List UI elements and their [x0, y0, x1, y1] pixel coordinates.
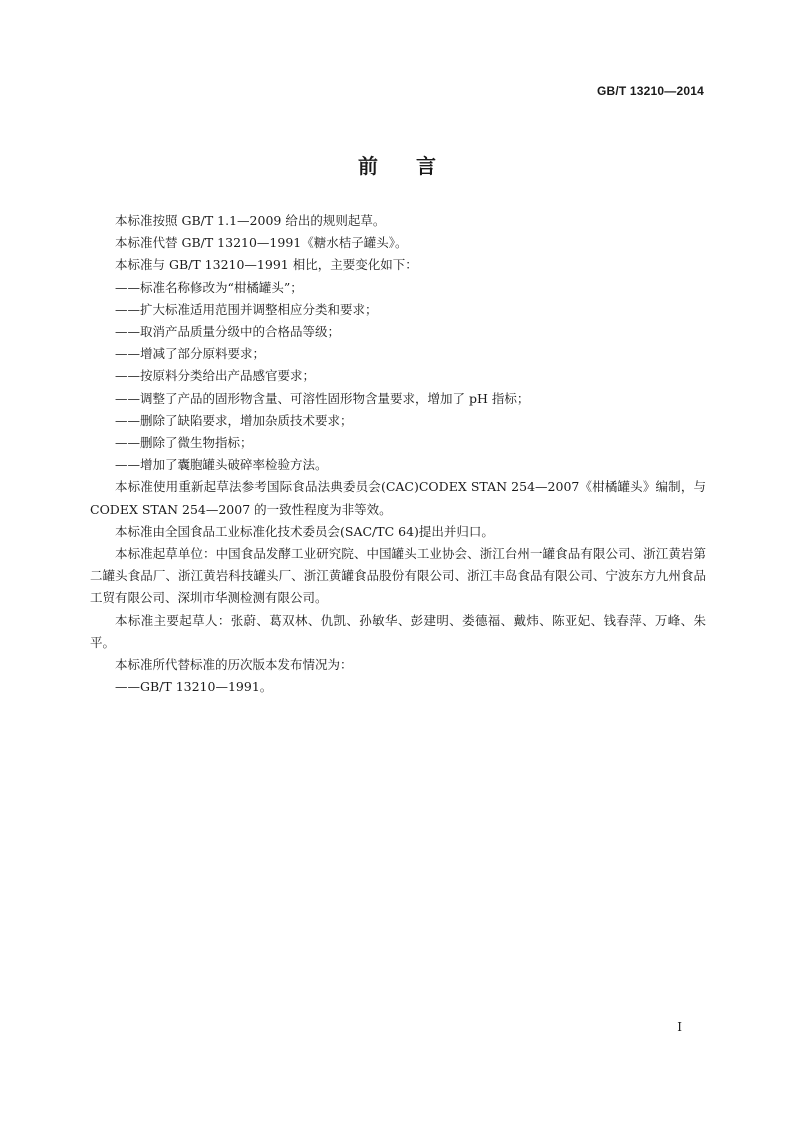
change-list-item: ——扩大标准适用范围并调整相应分类和要求；	[115, 301, 378, 317]
page-number: I	[677, 1020, 682, 1034]
change-list-item: ——删除了缺陷要求，增加杂质技术要求；	[115, 412, 353, 428]
paragraph: 本标准所代替标准的历次版本发布情况为：	[115, 657, 353, 673]
change-list-item: ——删除了微生物指标；	[115, 435, 253, 451]
paragraph: 本标准代替 GB/T 13210—1991《糖水桔子罐头》。	[115, 235, 408, 251]
page-title: 前言	[358, 154, 474, 178]
paragraph: 本标准由全国食品工业标准化技术委员会(SAC/TC 64)提出并归口。	[115, 523, 494, 539]
paragraph: 本标准起草单位：中国食品发酵工业研究院、中国罐头工业协会、浙江台州一罐食品有限公司、浙江黄岩第二罐头食品厂、浙江黄岩科技罐头厂、浙江黄罐食品股份有限公司、浙江丰岛食品有限公司、宁波东方九州食品工贸有限公司、深圳市华测检测有限公司。	[90, 546, 706, 606]
paragraph: 本标准与 GB/T 13210—1991 相比，主要变化如下：	[115, 257, 418, 273]
change-list-item: ——标准名称修改为“柑橘罐头”；	[115, 279, 303, 295]
standard-code: GB/T 13210—2014	[596, 84, 704, 98]
change-list-item: ——GB/T 13210—1991。	[115, 679, 273, 695]
change-list-item: ——按原料分类给出产品感官要求；	[115, 368, 316, 384]
change-list-item: ——调整了产品的固形物含量、可溶性固形物含量要求，增加了 pH 指标；	[115, 390, 530, 406]
change-list-item: ——取消产品质量分级中的合格品等级；	[115, 324, 341, 340]
paragraph: 本标准主要起草人：张蔚、葛双林、仇凯、孙敏华、彭建明、娄德福、戴炜、陈亚妃、钱春萍、万峰、朱平。	[90, 612, 706, 650]
change-list-item: ——增加了囊胞罐头破碎率检验方法。	[115, 457, 328, 473]
paragraph: 本标准使用重新起草法参考国际食品法典委员会(CAC)CODEX STAN 254—2007《柑橘罐头》编制，与 CODEX STAN 254—2007 的一致性程度为非等效。	[90, 479, 706, 517]
foreword-body	[90, 210, 706, 698]
change-list-item: ——增减了部分原料要求；	[115, 346, 266, 362]
paragraph: 本标准按照 GB/T 1.1—2009 给出的规则起草。	[115, 213, 386, 228]
